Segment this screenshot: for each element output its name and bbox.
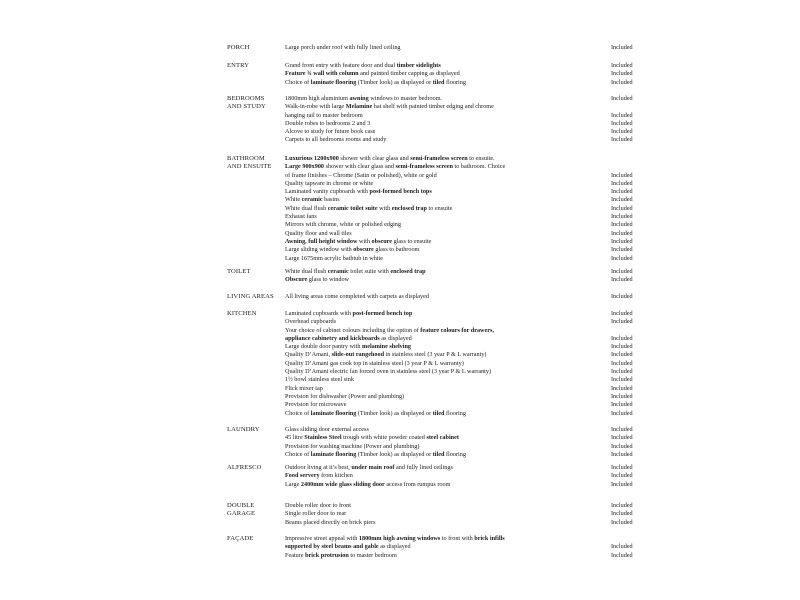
included-status: Included bbox=[611, 78, 633, 86]
text-run: and fully lined ceilings bbox=[394, 464, 453, 471]
spec-item-text bbox=[285, 426, 369, 434]
text-run: shower with clear glass and bbox=[324, 163, 396, 171]
text-run: Quality D’Amani, bbox=[285, 351, 332, 359]
spec-item-text bbox=[285, 464, 453, 472]
text-run: Large sliding window with bbox=[285, 246, 354, 254]
spec-item-text bbox=[285, 552, 397, 560]
text-run: flooring bbox=[444, 78, 466, 86]
spec-item bbox=[285, 543, 633, 551]
text-run: Large porch under roof with fully lined ceiling bbox=[285, 44, 401, 51]
section-title: KITCHEN bbox=[227, 310, 257, 317]
spec-item-text bbox=[285, 62, 441, 70]
included-status: Included bbox=[611, 543, 633, 551]
included-status: Included bbox=[611, 179, 633, 187]
text-run: of frame finishes – Chrome (Satin or polished), white or gold bbox=[285, 171, 437, 179]
spec-item bbox=[285, 472, 633, 480]
spec-item-text bbox=[285, 238, 431, 246]
included-status: Included bbox=[611, 204, 633, 212]
text-run: windows to master bedroom. bbox=[368, 95, 443, 102]
text-run: flooring bbox=[444, 409, 466, 417]
text-run: Beams placed directly on brick piers bbox=[285, 518, 376, 526]
spec-item bbox=[285, 351, 633, 359]
included-status: Included bbox=[611, 518, 633, 526]
included-status: Included bbox=[611, 221, 633, 229]
spec-item bbox=[285, 510, 633, 518]
spec-item-list bbox=[285, 268, 633, 285]
included-status: Included bbox=[611, 188, 633, 196]
section-title: ALFRESCO bbox=[227, 464, 262, 471]
text-run: Impressive street appeal with bbox=[285, 535, 359, 542]
bold-text-run: Food servery bbox=[285, 472, 320, 480]
spec-item-list bbox=[285, 426, 633, 459]
spec-item-text bbox=[285, 410, 466, 418]
text-run: with bbox=[357, 237, 372, 245]
spec-item-text bbox=[285, 128, 375, 136]
spec-item-text bbox=[285, 44, 401, 52]
spec-item-text bbox=[285, 543, 411, 551]
spec-item-list bbox=[285, 310, 633, 418]
spec-item bbox=[285, 343, 633, 351]
spec-item bbox=[285, 310, 633, 318]
spec-item bbox=[285, 392, 633, 401]
bold-text-run: ceramic toilet suite bbox=[327, 204, 378, 212]
included-status: Included bbox=[611, 70, 633, 78]
text-run: Single roller door to rear bbox=[285, 510, 347, 518]
included-status: Included bbox=[611, 171, 633, 179]
spec-item-text bbox=[285, 502, 351, 510]
spec-item bbox=[285, 318, 633, 326]
spec-item-text bbox=[285, 360, 464, 368]
included-status: Included bbox=[611, 510, 633, 518]
bold-text-run: tiled bbox=[432, 409, 445, 417]
bold-text-run: brick protrusion bbox=[305, 551, 349, 559]
spec-item-text bbox=[285, 327, 494, 335]
spec-item bbox=[285, 213, 633, 221]
spec-item bbox=[285, 119, 633, 128]
included-status: Included bbox=[611, 442, 633, 450]
text-run: glass to window bbox=[307, 276, 349, 284]
spec-item-text bbox=[285, 255, 383, 263]
spec-item bbox=[285, 384, 633, 393]
section-title: LAUNDRY bbox=[227, 426, 260, 433]
bold-text-run: obscure bbox=[371, 237, 393, 245]
included-status: Included bbox=[611, 44, 633, 51]
text-run: Double roller door to front bbox=[285, 502, 351, 509]
text-run: Grand front entry with feature door and dual bbox=[285, 62, 397, 69]
text-run: toilet suite with bbox=[348, 268, 391, 275]
text-run: Mirrors with chrome, white or polished edging bbox=[285, 221, 401, 229]
spec-item bbox=[285, 221, 633, 229]
included-status: Included bbox=[611, 237, 633, 245]
spec-item-text bbox=[285, 443, 419, 451]
bold-text-run: slide-out rangehood bbox=[331, 351, 385, 359]
text-run: from kitchen bbox=[319, 472, 353, 480]
spec-item bbox=[285, 442, 633, 451]
included-status: Included bbox=[611, 502, 633, 509]
spec-item-text bbox=[285, 510, 346, 518]
spec-item-text bbox=[285, 120, 370, 128]
included-status: Included bbox=[611, 213, 633, 221]
spec-item bbox=[285, 188, 633, 196]
text-run: All living areas come completed with carpets as displayed bbox=[285, 293, 429, 300]
text-run: Provision for microwave bbox=[285, 401, 347, 409]
text-run: Feature bbox=[285, 551, 306, 559]
text-run: White dual flush bbox=[285, 268, 328, 275]
spec-item-text bbox=[285, 221, 401, 229]
spec-item-list bbox=[285, 502, 633, 527]
spec-item bbox=[285, 70, 633, 78]
included-status: Included bbox=[611, 318, 633, 326]
spec-item-text bbox=[285, 188, 432, 196]
bold-text-run: appliance cabinetry and kickboards bbox=[285, 334, 380, 342]
bold-text-run: ceramic bbox=[301, 196, 323, 204]
included-status: Included bbox=[611, 480, 633, 488]
spec-item-text bbox=[285, 393, 404, 401]
spec-item-list bbox=[285, 44, 633, 52]
included-status: Included bbox=[611, 136, 633, 144]
included-status: Included bbox=[611, 343, 633, 351]
text-run: 45 litre bbox=[285, 434, 305, 442]
text-run: Laminated cupboards with bbox=[285, 310, 353, 317]
bold-text-run: laminate flooring bbox=[310, 78, 357, 86]
spec-item-text bbox=[285, 136, 386, 144]
bold-text-run: post-formed bench top bbox=[352, 310, 413, 317]
text-run: to master bedroom bbox=[348, 551, 397, 559]
text-run: Quality D’Amani electric fan forced oven in stainless steel (3 year P & L warranty) bbox=[285, 368, 492, 376]
text-run: Glass sliding door external access bbox=[285, 426, 369, 433]
section-title: PORCH bbox=[227, 44, 250, 51]
spec-item bbox=[285, 464, 633, 472]
bold-text-run: melamine shelving bbox=[362, 343, 412, 351]
spec-item bbox=[285, 103, 605, 111]
included-status: Included bbox=[611, 376, 633, 384]
included-status: Included bbox=[611, 434, 633, 442]
text-run: trough with white powder coated bbox=[341, 434, 427, 442]
text-run: hanging rail to master bedroom bbox=[285, 111, 363, 119]
spec-item-text bbox=[285, 535, 505, 543]
spec-item bbox=[285, 44, 633, 52]
included-status: Included bbox=[611, 384, 633, 392]
included-status: Included bbox=[611, 334, 633, 342]
included-status: Included bbox=[611, 119, 633, 127]
text-run: with bbox=[377, 204, 392, 212]
spec-item-text bbox=[285, 451, 466, 459]
spec-item bbox=[285, 163, 605, 171]
included-status: Included bbox=[611, 95, 633, 102]
text-run: Choice of bbox=[285, 450, 311, 458]
text-run: 1½ bowl stainless steel sink bbox=[285, 376, 354, 384]
spec-item-text bbox=[285, 335, 412, 343]
text-run: 1800mm high aluminium bbox=[285, 95, 350, 102]
spec-item bbox=[285, 196, 633, 204]
bold-text-run: ceramic bbox=[327, 268, 349, 275]
included-status: Included bbox=[611, 62, 633, 69]
spec-item bbox=[285, 535, 605, 543]
bold-text-run: obscure bbox=[353, 246, 374, 254]
text-run: Choice of bbox=[285, 78, 311, 86]
spec-item bbox=[285, 62, 633, 70]
spec-item bbox=[285, 111, 633, 120]
spec-item-text bbox=[285, 155, 495, 163]
spec-item bbox=[285, 229, 633, 238]
included-status: Included bbox=[611, 401, 633, 409]
included-status: Included bbox=[611, 310, 633, 317]
included-status: Included bbox=[611, 472, 633, 480]
bold-text-run: laminate flooring bbox=[310, 450, 357, 458]
text-run: as displayed bbox=[379, 334, 412, 342]
bold-text-run: semi-frameless screen bbox=[410, 155, 468, 162]
text-run: Overhead cupboards bbox=[285, 318, 337, 326]
bold-text-run: enclosed trap bbox=[390, 268, 426, 275]
spec-item-text bbox=[285, 172, 437, 180]
spec-item bbox=[285, 518, 633, 527]
bold-text-run: tiled bbox=[432, 78, 445, 86]
text-run: (Timber look) as displayed or bbox=[356, 78, 433, 86]
spec-item-text bbox=[285, 112, 363, 120]
section-title: BATHROOM AND ENSUITE bbox=[227, 155, 272, 171]
text-run: in stainless steel (3 year P & L warranty) bbox=[384, 351, 487, 359]
spec-item bbox=[285, 480, 633, 489]
spec-item-text bbox=[285, 230, 352, 238]
spec-item-text bbox=[285, 434, 459, 442]
section-title: BEDROOMS AND STUDY bbox=[227, 95, 266, 111]
spec-item-list bbox=[285, 535, 633, 560]
bold-text-run: post-formed bench tops bbox=[369, 188, 432, 196]
spec-item-text bbox=[285, 368, 491, 376]
bold-text-run: feature colours for drawers, bbox=[420, 326, 494, 334]
spec-item bbox=[285, 171, 633, 180]
spec-item bbox=[285, 551, 633, 560]
spec-item bbox=[285, 95, 633, 103]
included-status: Included bbox=[611, 229, 633, 237]
spec-item-text bbox=[285, 293, 429, 301]
text-run: to ensuite bbox=[426, 204, 453, 212]
text-run: to bathroom. Choice bbox=[452, 163, 506, 171]
bold-text-run: laminate flooring bbox=[310, 409, 357, 417]
bold-text-run: enclosed trap bbox=[391, 204, 427, 212]
section-title: TOILET bbox=[227, 268, 251, 275]
spec-item-list bbox=[285, 293, 633, 301]
text-run: Walk-in-robe with large bbox=[285, 103, 346, 111]
bold-text-run: 2400mm wide glass sliding door bbox=[300, 480, 385, 488]
spec-item bbox=[285, 136, 633, 144]
text-run: Carpets to all bedrooms rooms and study bbox=[285, 136, 387, 144]
text-run: Large bbox=[285, 480, 301, 488]
text-run: (Timber look) as displayed or bbox=[356, 409, 433, 417]
spec-item-text bbox=[285, 205, 452, 213]
bold-text-run: awning bbox=[349, 95, 369, 102]
spec-item-text bbox=[285, 318, 336, 326]
spec-item-text bbox=[285, 79, 466, 87]
text-run: Exhaust fans bbox=[285, 213, 317, 221]
text-run: Alcove to study for future book case bbox=[285, 128, 376, 136]
bold-text-run: under main roof bbox=[351, 464, 395, 471]
spec-item bbox=[285, 334, 633, 343]
text-run: Quality tapware in chrome or white bbox=[285, 179, 374, 187]
text-run: shower with clear glass and bbox=[338, 155, 411, 162]
spec-item-text bbox=[285, 70, 460, 78]
spec-item bbox=[285, 254, 633, 263]
spec-item bbox=[285, 327, 605, 335]
bold-text-run: tiled bbox=[432, 450, 445, 458]
bold-text-run: Stainless Steel bbox=[304, 434, 342, 442]
spec-item-text bbox=[285, 376, 354, 384]
spec-item-text bbox=[285, 196, 340, 204]
included-status: Included bbox=[611, 359, 633, 367]
spec-item bbox=[285, 276, 633, 284]
text-run: access from rumpus room bbox=[384, 480, 451, 488]
spec-item-list bbox=[285, 155, 633, 263]
text-run: (Timber look) as displayed or bbox=[356, 450, 433, 458]
included-status: Included bbox=[611, 392, 633, 400]
spec-item bbox=[285, 450, 633, 459]
bold-text-run: Melamine bbox=[345, 103, 373, 111]
spec-item-text bbox=[285, 163, 505, 171]
text-run: Double robes to bedrooms 2 and 3 bbox=[285, 119, 371, 127]
included-status: Included bbox=[611, 196, 633, 204]
spec-item bbox=[285, 409, 633, 418]
spec-item bbox=[285, 293, 633, 301]
bold-text-run: timber sidelights bbox=[396, 62, 441, 69]
spec-item bbox=[285, 179, 633, 188]
text-run: Outdoor living at it’s best, bbox=[285, 464, 352, 471]
section-title: ENTRY bbox=[227, 62, 250, 69]
spec-item-text bbox=[285, 246, 419, 254]
included-status: Included bbox=[611, 268, 633, 275]
text-run: and painted timber capping as displayed bbox=[358, 70, 460, 78]
spec-item-text bbox=[285, 103, 494, 111]
spec-item-text bbox=[285, 310, 412, 318]
spec-item bbox=[285, 368, 633, 376]
included-status: Included bbox=[611, 128, 633, 136]
text-run: Provision for dishwasher (Power and plumbing) bbox=[285, 392, 405, 400]
spec-item bbox=[285, 204, 633, 213]
bold-text-run: Awning, full height window bbox=[285, 237, 358, 245]
text-run: Large double door pantry with bbox=[285, 343, 363, 351]
text-run: to front with bbox=[440, 535, 475, 542]
text-run: Your choice of cabinet colours including the option of bbox=[285, 326, 421, 334]
included-status: Included bbox=[611, 464, 633, 471]
included-status: Included bbox=[611, 276, 633, 284]
bold-text-run: 1800mm high awning windows bbox=[358, 535, 441, 542]
included-status: Included bbox=[611, 450, 633, 458]
text-run: White dual flush bbox=[285, 204, 328, 212]
bold-text-run: semi-frameless screen bbox=[395, 163, 453, 171]
spec-item bbox=[285, 268, 633, 276]
spec-item bbox=[285, 401, 633, 409]
text-run: hat shelf with painted timber edging and chrome bbox=[372, 103, 494, 111]
spec-item-list bbox=[285, 95, 633, 145]
text-run: Choice of bbox=[285, 409, 311, 417]
section-title: FAÇADE bbox=[227, 535, 254, 542]
spec-item bbox=[285, 426, 633, 434]
included-status: Included bbox=[611, 254, 633, 262]
bold-text-run: brick infills bbox=[474, 535, 505, 542]
section-title: DOUBLE GARAGE bbox=[227, 502, 256, 518]
spec-item bbox=[285, 434, 633, 442]
bold-text-run: Large 900x900 bbox=[285, 163, 325, 171]
spec-item-text bbox=[285, 351, 486, 359]
spec-item bbox=[285, 128, 633, 136]
spec-item bbox=[285, 155, 605, 163]
text-run: to ensuite. bbox=[467, 155, 495, 162]
spec-item-text bbox=[285, 180, 373, 188]
included-status: Included bbox=[611, 409, 633, 417]
bold-text-run: Feature ¾ wall with column bbox=[285, 70, 359, 78]
bold-text-run: Obscure bbox=[285, 276, 308, 284]
spec-item-text bbox=[285, 213, 317, 221]
text-run: Flick mixer tap bbox=[285, 384, 323, 392]
spec-item bbox=[285, 78, 633, 87]
included-status: Included bbox=[611, 351, 633, 359]
spec-item bbox=[285, 502, 633, 510]
included-status: Included bbox=[611, 246, 633, 254]
text-run: basins bbox=[322, 196, 340, 204]
text-run: glass to bathroom bbox=[373, 246, 420, 254]
text-run: Quality floor and wall tiles bbox=[285, 229, 352, 237]
bold-text-run: Luxurious 1200x900 bbox=[285, 155, 339, 162]
text-run: as displayed bbox=[378, 543, 411, 551]
spec-item-text bbox=[285, 268, 426, 276]
spec-item bbox=[285, 237, 633, 246]
spec-item-list bbox=[285, 464, 633, 489]
spec-item bbox=[285, 376, 633, 384]
bold-text-run: steel cabinet bbox=[426, 434, 459, 442]
text-run: glass to ensuite bbox=[392, 237, 432, 245]
text-run: Large 1675mm acrylic bathtub in white bbox=[285, 254, 383, 262]
included-status: Included bbox=[611, 111, 633, 119]
section-title: LIVING AREAS bbox=[227, 293, 274, 300]
text-run: Laminated vanity cupboards with bbox=[285, 188, 370, 196]
spec-item-text bbox=[285, 385, 323, 393]
text-run: White bbox=[285, 196, 302, 204]
spec-item-text bbox=[285, 343, 411, 351]
spec-item bbox=[285, 246, 633, 254]
included-status: Included bbox=[611, 551, 633, 559]
spec-item-text bbox=[285, 401, 347, 409]
included-status: Included bbox=[611, 293, 633, 300]
bold-text-run: supported by steel beams and gable bbox=[285, 543, 379, 551]
spec-item-text bbox=[285, 95, 442, 103]
included-status: Included bbox=[611, 368, 633, 376]
spec-item-text bbox=[285, 276, 349, 284]
spec-item bbox=[285, 359, 633, 368]
included-status: Included bbox=[611, 426, 633, 433]
text-run: Provision for washing machine (Power and plumbing) bbox=[285, 442, 420, 450]
text-run: flooring bbox=[444, 450, 466, 458]
spec-item-list bbox=[285, 62, 633, 87]
spec-item-text bbox=[285, 472, 353, 480]
spec-item-text bbox=[285, 481, 450, 489]
spec-item-text bbox=[285, 519, 376, 527]
text-run: Quality D’Amani gas cook top in stainless steel (3 year P & L warranty) bbox=[285, 359, 464, 367]
